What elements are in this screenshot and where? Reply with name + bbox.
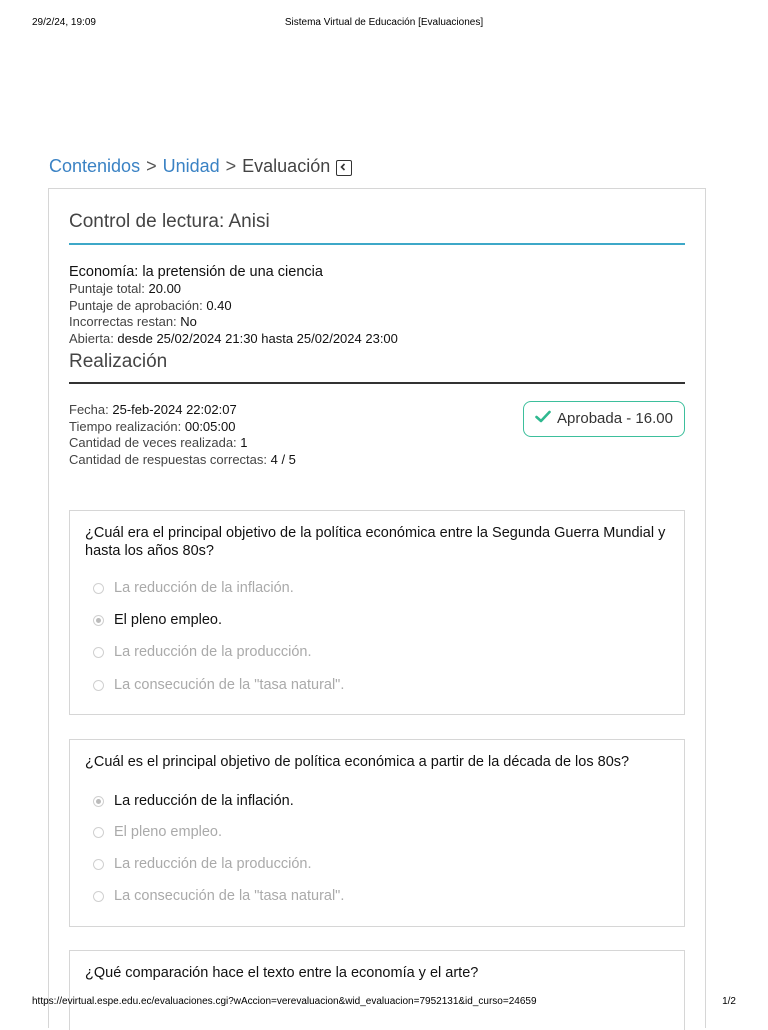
total-score: Puntaje total: 20.00 xyxy=(69,281,182,296)
status-badge xyxy=(523,401,685,437)
radio-button[interactable] xyxy=(93,583,104,594)
realization-title: Realización xyxy=(69,351,685,384)
answer-option[interactable] xyxy=(93,578,669,598)
answer-option[interactable] xyxy=(93,675,669,695)
realization-date: Fecha: 25-feb-2024 22:02:07 xyxy=(69,402,237,417)
status-text: Aprobada - 16.00 xyxy=(557,409,673,427)
radio-button[interactable] xyxy=(93,647,104,658)
evaluation-panel xyxy=(48,188,706,1028)
breadcrumb xyxy=(49,156,352,177)
print-page-number: 1/2 xyxy=(722,996,736,1007)
realization-correct: Cantidad de respuestas correctas: 4 / 5 xyxy=(69,451,296,467)
evaluation-info xyxy=(69,264,685,347)
realization-info xyxy=(69,402,685,472)
print-datetime: 29/2/24, 19:09 xyxy=(32,17,96,28)
answer-option[interactable] xyxy=(93,642,669,662)
evaluation-title: Control de lectura: Anisi xyxy=(69,211,685,245)
question-card xyxy=(69,950,685,1030)
option-label: La reducción de la producción. xyxy=(114,856,312,872)
radio-button-selected[interactable] xyxy=(93,796,104,807)
breadcrumb-current: Evaluación xyxy=(242,156,331,176)
realization-time: Tiempo realización: 00:05:00 xyxy=(69,418,236,434)
option-label: El pleno empleo. xyxy=(114,612,223,628)
option-label: La consecución de la "tasa natural". xyxy=(114,677,345,693)
radio-button[interactable] xyxy=(93,680,104,691)
answer-option[interactable] xyxy=(93,854,669,874)
radio-button[interactable] xyxy=(93,891,104,902)
radio-button[interactable] xyxy=(93,827,104,838)
option-label: La reducción de la inflación. xyxy=(114,580,294,596)
option-label: El pleno empleo. xyxy=(114,824,223,840)
option-label: La reducción de la inflación. xyxy=(114,793,294,809)
answer-option-selected[interactable] xyxy=(93,610,669,630)
radio-button-selected[interactable] xyxy=(93,615,104,626)
question-text: ¿Cuál es el principal objetivo de política económica a partir de la década de los 80s? xyxy=(85,754,630,770)
incorrect-penalty: Incorrectas restan: No xyxy=(69,314,197,329)
question-text: ¿Qué comparación hace el texto entre la economía y el arte? xyxy=(85,965,479,981)
answer-option-selected[interactable] xyxy=(93,791,669,811)
option-label: La reducción de la producción. xyxy=(114,644,312,660)
approval-score: Puntaje de aprobación: 0.40 xyxy=(69,297,232,313)
chevron-left-box-icon[interactable] xyxy=(336,160,352,176)
check-icon xyxy=(535,410,557,428)
breadcrumb-contenidos-link[interactable]: Contenidos xyxy=(49,156,141,176)
evaluation-subject: Economía: la pretensión de una ciencia xyxy=(69,264,323,280)
question-card xyxy=(69,739,685,927)
answer-option[interactable] xyxy=(93,822,669,842)
breadcrumb-unidad-link[interactable]: Unidad xyxy=(162,156,220,176)
answer-option[interactable] xyxy=(93,886,669,906)
realization-times: Cantidad de veces realizada: 1 xyxy=(69,435,248,450)
radio-button[interactable] xyxy=(93,859,104,870)
print-url: https://evirtual.espe.edu.ec/evaluaciones.cgi?wAccion=verevaluacion&wid_evaluacion=7952131&id_curso=24659 xyxy=(32,996,537,1007)
breadcrumb-separator: > xyxy=(225,156,237,176)
print-footer xyxy=(32,996,736,1010)
print-header xyxy=(32,17,736,31)
open-window: Abierta: desde 25/02/2024 21:30 hasta 25/02/2024 23:00 xyxy=(69,330,398,346)
question-text: ¿Cuál era el principal objetivo de la política económica entre la Segunda Guerra Mundial y hasta los años 80s? xyxy=(85,525,666,559)
question-card xyxy=(69,510,685,715)
print-title: Sistema Virtual de Educación [Evaluaciones] xyxy=(284,17,484,28)
option-label: La consecución de la "tasa natural". xyxy=(114,888,345,904)
breadcrumb-separator: > xyxy=(146,156,157,176)
